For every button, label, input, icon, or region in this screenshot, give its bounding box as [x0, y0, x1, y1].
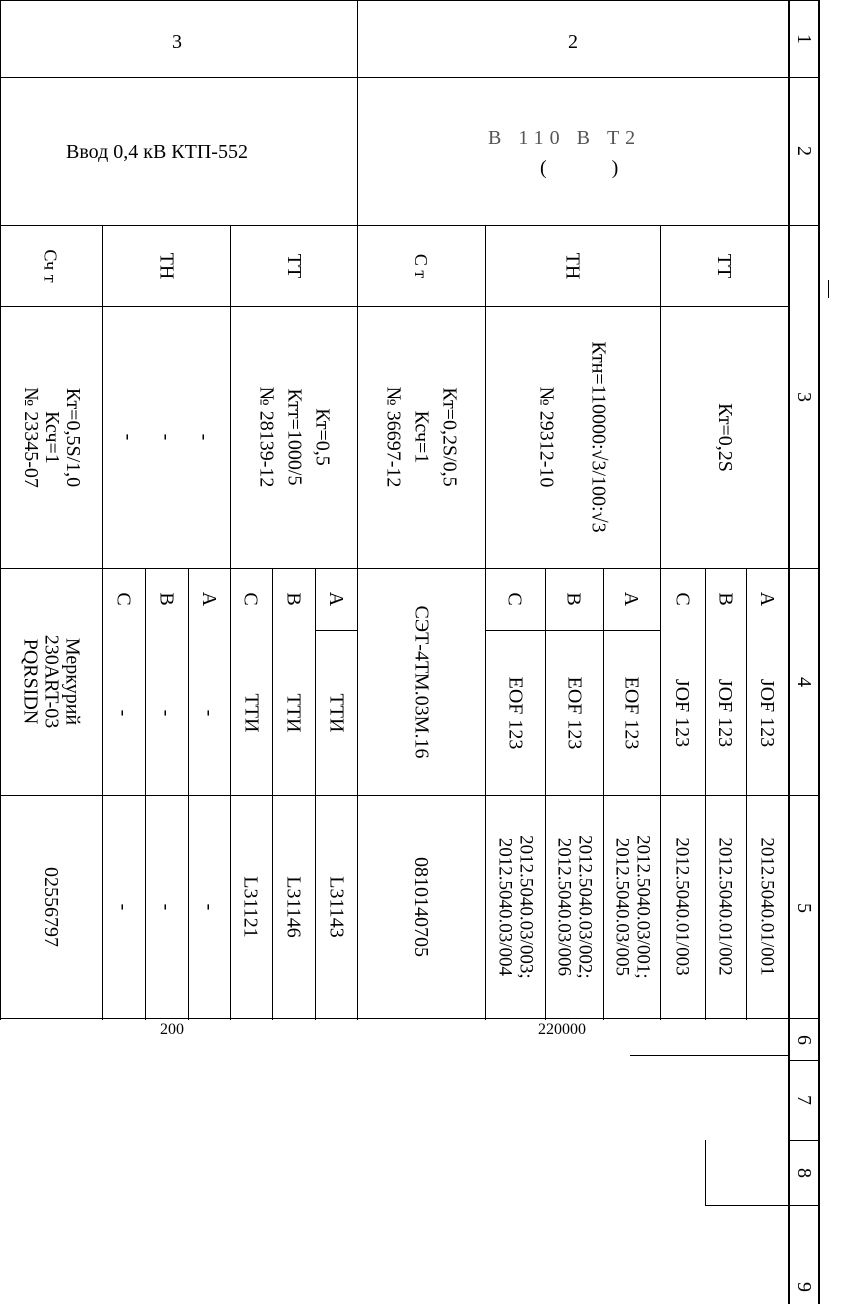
phase-label: C [671, 592, 694, 606]
meter-ratio: Ксч=1 [410, 410, 432, 464]
tt-type: ТТИ [282, 693, 305, 732]
column-number: 4 [793, 676, 815, 687]
column-number: 9 [793, 1282, 815, 1292]
meter-register-number: № 36697-12 [382, 386, 404, 488]
column-number: 3 [793, 391, 815, 402]
phase-label: B [155, 592, 178, 606]
meter-serial: 0810140705 [410, 856, 432, 957]
phase-label: B [714, 592, 737, 606]
tt-serial: L31143 [325, 875, 348, 938]
tt-serial: L31146 [282, 875, 305, 938]
cut-off-value: 220000 [538, 1021, 586, 1038]
meter-label: С т [411, 253, 431, 278]
tn-type: EOF 123 [620, 676, 643, 749]
tn-serial: 2012.5040.03/001; 2012.5040.03/005 [611, 834, 654, 979]
phase-label: A [620, 591, 643, 607]
meter-model: СЭТ-4ТМ.03М.16 [410, 605, 433, 758]
meter-model: Меркурий [61, 637, 84, 726]
meter-model: PQRSIDN [19, 638, 42, 725]
cut-off-value: 200 [160, 1021, 184, 1038]
tn-type: EOF 123 [563, 676, 586, 749]
meter-register-number: № 23345-07 [19, 386, 42, 488]
column-number: 7 [793, 1095, 815, 1105]
meter-model: 230ART-03 [40, 634, 63, 729]
tt-accuracy: Кт=0,5 [311, 408, 333, 466]
tt-serial: L31121 [240, 875, 263, 938]
phase-label: A [197, 591, 220, 607]
column-number: 6 [793, 1035, 815, 1045]
meter-ratio: Ксч=1 [40, 410, 63, 464]
phase-label: B [563, 592, 585, 606]
tn-serial: - [112, 903, 135, 910]
connection-title: Ввод 0,4 кВ КТП-552 [66, 141, 248, 163]
tt-type: JOF 123 [671, 678, 694, 747]
tn-label: ТН [154, 252, 177, 279]
tt-label: ТТ [713, 253, 735, 278]
tn-register-number: № 29312-10 [535, 386, 558, 488]
tt-type: ТТИ [325, 693, 348, 732]
tn-ratio: Ктн=110000:√3/100:√3 [587, 341, 610, 533]
tt-type: JOF 123 [756, 678, 779, 747]
tt-ratio: Ктт=1000/5 [283, 388, 305, 486]
tn-serial: - [155, 903, 178, 910]
meter-accuracy: Кт=0,5S/1,0 [61, 387, 84, 487]
phase-label: A [325, 591, 348, 607]
tn-label: ТН [561, 252, 584, 279]
column-number: 2 [793, 146, 815, 156]
tn-type: EOF 123 [504, 676, 527, 749]
tn-type: - [155, 709, 178, 716]
tn-serial: - [197, 903, 220, 910]
column-number: 8 [793, 1167, 815, 1178]
tt-serial: 2012.5040.01/002 [715, 837, 736, 976]
block-number: 3 [172, 31, 182, 53]
connection-title-fragment: ( ) [540, 157, 649, 179]
tn-serial: 2012.5040.03/002; 2012.5040.03/006 [554, 834, 596, 979]
tt-register-number: № 28139-12 [255, 386, 277, 488]
phase-label: B [282, 592, 305, 606]
column-number: 5 [793, 902, 815, 913]
tn-type: - [112, 709, 135, 716]
phase-label: C [112, 592, 135, 606]
phase-label: A [755, 591, 778, 607]
tt-type: JOF 123 [714, 678, 737, 747]
tn-serial: 2012.5040.03/003; 2012.5040.03/004 [495, 834, 537, 979]
tn-spec: - [116, 433, 139, 441]
phase-label: C [240, 592, 262, 606]
tn-type: - [197, 709, 220, 716]
tn-spec: - [154, 433, 177, 441]
tt-accuracy: Кт=0,2S [713, 402, 736, 472]
tt-serial: 2012.5040.01/003 [672, 837, 693, 976]
connection-title-fragment: В 110 В Т2 [488, 127, 642, 149]
phase-label: C [504, 592, 526, 606]
meter-label: Сч т [41, 248, 61, 283]
block-number: 2 [568, 31, 578, 53]
tn-spec: - [192, 433, 215, 441]
meter-serial: 02556797 [40, 866, 62, 947]
tt-serial: 2012.5040.01/001 [756, 837, 778, 976]
meter-accuracy: Кт=0,2S/0,5 [438, 387, 460, 487]
column-number: 1 [793, 33, 815, 44]
tt-type: ТТИ [239, 693, 262, 732]
tt-label: ТТ [283, 253, 305, 278]
